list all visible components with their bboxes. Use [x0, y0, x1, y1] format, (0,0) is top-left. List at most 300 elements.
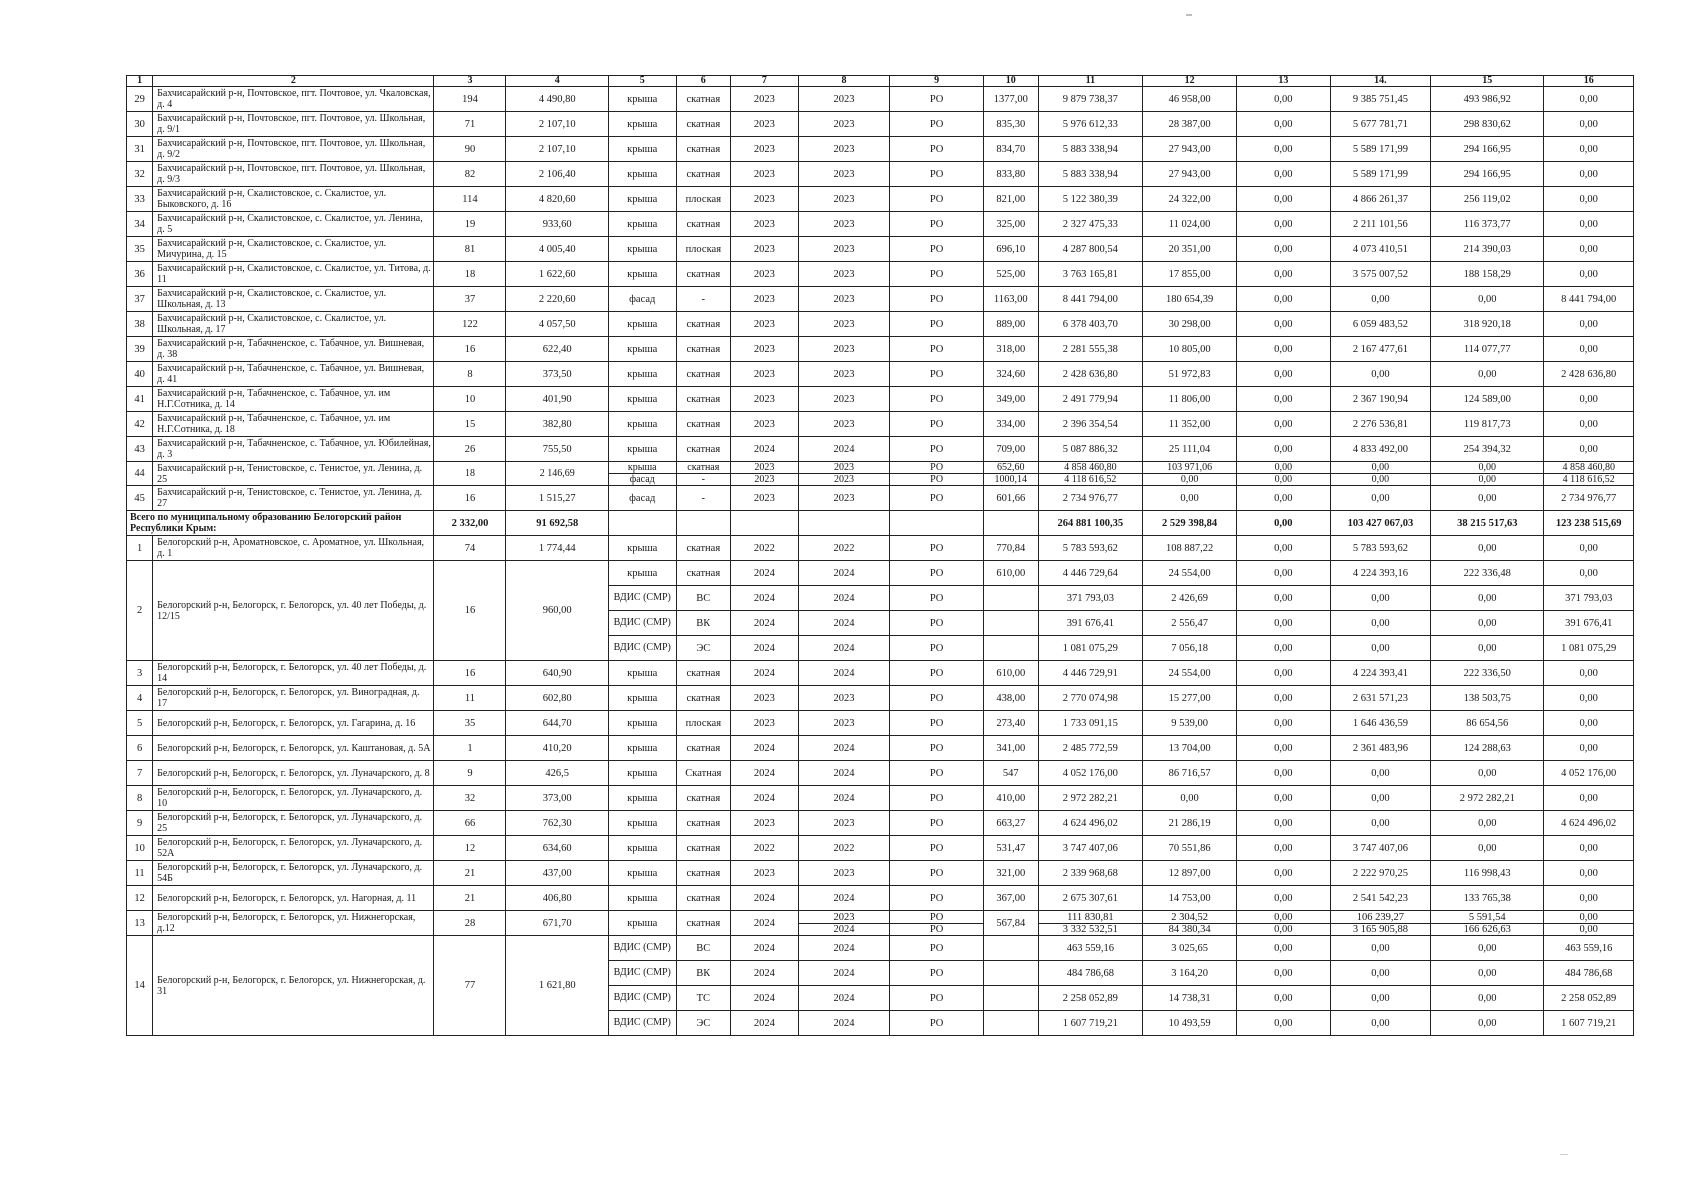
table-cell: 1 607 719,21: [1038, 1011, 1143, 1036]
table-row: [127, 886, 1634, 911]
table-cell: 325,00: [984, 212, 1039, 237]
table-cell: крыша: [608, 312, 676, 337]
table-cell: 634,60: [506, 836, 609, 861]
table-row: [127, 237, 1634, 262]
table-cell: 214 390,03: [1431, 237, 1544, 262]
table-cell: 2023: [798, 474, 890, 486]
table-cell: 933,60: [506, 212, 609, 237]
column-header: 14.: [1330, 76, 1430, 87]
table-cell: 2024: [798, 961, 890, 986]
cell-value: РО: [890, 923, 983, 935]
table-cell: 108 887,22: [1143, 536, 1237, 561]
table-cell: фасад: [608, 474, 676, 486]
table-cell: 835,30: [984, 112, 1039, 137]
table-cell: 426,5: [506, 761, 609, 786]
table-cell: 2 529 398,84: [1143, 511, 1237, 536]
table-cell: 1 646 436,59: [1330, 711, 1430, 736]
table-cell: 0,00: [1544, 162, 1634, 187]
table-cell: 1163,00: [984, 287, 1039, 312]
table-cell: 2023: [731, 474, 799, 486]
table-cell: 2023: [731, 387, 799, 412]
repair-program-table: [126, 75, 1634, 1036]
table-cell: РО: [890, 437, 984, 462]
table-cell: 15: [434, 412, 506, 437]
table-cell: РО: [890, 536, 984, 561]
table-cell: 2024: [798, 661, 890, 686]
table-row: [127, 262, 1634, 287]
table-cell: 82: [434, 162, 506, 187]
table-cell: [1330, 911, 1430, 936]
table-cell: 0,00: [1236, 661, 1330, 686]
row-number: 39: [127, 337, 153, 362]
table-cell: 16: [434, 561, 506, 661]
table-cell: 14 753,00: [1143, 886, 1237, 911]
address-cell: Бахчисарайский р-н, Скалистовское, с. Скалистое, ул. Быковского, д. 16: [153, 187, 434, 212]
table-cell: 122: [434, 312, 506, 337]
table-cell: крыша: [608, 536, 676, 561]
table-cell: 601,66: [984, 486, 1039, 511]
table-cell: РО: [890, 611, 984, 636]
cell-value: 166 626,63: [1431, 923, 1543, 935]
table-cell: 0,00: [1431, 636, 1544, 661]
cell-value: 0,00: [1237, 923, 1330, 935]
row-number: 30: [127, 112, 153, 137]
address-cell: Белогорский р-н, Белогорск, г. Белогорск, ул. Виноградная, д. 17: [153, 686, 434, 711]
cell-value: 3 332 532,51: [1039, 923, 1143, 935]
table-cell: 7 056,18: [1143, 636, 1237, 661]
table-cell: скатная: [676, 786, 731, 811]
table-cell: 2024: [731, 437, 799, 462]
table-row: [127, 786, 1634, 811]
table-cell: 2024: [798, 736, 890, 761]
table-cell: 2023: [731, 861, 799, 886]
table-cell: РО: [890, 87, 984, 112]
table-cell: 2023: [731, 237, 799, 262]
table-cell: 15 277,00: [1143, 686, 1237, 711]
document-sheet: [126, 75, 1634, 1036]
table-cell: 28 387,00: [1143, 112, 1237, 137]
table-cell: РО: [890, 262, 984, 287]
table-cell: 2023: [798, 811, 890, 836]
table-cell: 2 107,10: [506, 137, 609, 162]
table-row: [127, 112, 1634, 137]
table-cell: крыша: [608, 786, 676, 811]
table-cell: 51 972,83: [1143, 362, 1237, 387]
table-cell: 2023: [731, 87, 799, 112]
table-cell: 2022: [798, 836, 890, 861]
table-cell: 0,00: [1544, 536, 1634, 561]
table-cell: скатная: [676, 212, 731, 237]
table-cell: 5 783 593,62: [1038, 536, 1143, 561]
table-cell: скатная: [676, 437, 731, 462]
table-cell: крыша: [608, 561, 676, 586]
table-cell: 0,00: [1236, 486, 1330, 511]
table-row: [127, 212, 1634, 237]
table-cell: 116 998,43: [1431, 861, 1544, 886]
cell-value: 2 304,52: [1171, 911, 1208, 923]
table-cell: 2023: [731, 486, 799, 511]
table-cell: крыша: [608, 686, 676, 711]
table-cell: 640,90: [506, 661, 609, 686]
table-cell: 1 621,80: [506, 936, 609, 1036]
table-cell: 0,00: [1431, 362, 1544, 387]
table-cell: плоская: [676, 711, 731, 736]
column-header: 1: [127, 76, 153, 87]
table-cell: 0,00: [1431, 961, 1544, 986]
table-cell: крыша: [608, 711, 676, 736]
table-cell: 2 367 190,94: [1330, 387, 1430, 412]
table-cell: 2023: [798, 112, 890, 137]
table-cell: 0,00: [1236, 437, 1330, 462]
table-cell: РО: [890, 711, 984, 736]
table-cell: 663,27: [984, 811, 1039, 836]
table-cell: 2024: [798, 786, 890, 811]
table-cell: 367,00: [984, 886, 1039, 911]
table-cell: 821,00: [984, 187, 1039, 212]
table-cell: скатная: [676, 536, 731, 561]
table-cell: 0,00: [1330, 287, 1430, 312]
column-header: 9: [890, 76, 984, 87]
table-cell: РО: [890, 287, 984, 312]
table-cell: РО: [890, 187, 984, 212]
table-cell: РО: [890, 986, 984, 1011]
table-cell: 2 222 970,25: [1330, 861, 1430, 886]
table-cell: 2023: [798, 87, 890, 112]
table-cell: 2023: [798, 312, 890, 337]
table-cell: 12: [434, 836, 506, 861]
table-cell: 709,00: [984, 437, 1039, 462]
table-cell: 5 883 338,94: [1038, 162, 1143, 187]
column-header: 6: [676, 76, 731, 87]
table-cell: 2024: [731, 586, 799, 611]
table-cell: 0,00: [1431, 611, 1544, 636]
table-cell: 9 385 751,45: [1330, 87, 1430, 112]
table-cell: 4 052 176,00: [1544, 761, 1634, 786]
table-row: [127, 287, 1634, 312]
table-cell: 547: [984, 761, 1039, 786]
table-cell: РО: [890, 387, 984, 412]
table-row: [127, 736, 1634, 761]
table-cell: скатная: [676, 362, 731, 387]
table-cell: скатная: [676, 911, 731, 936]
table-cell: 8 441 794,00: [1544, 287, 1634, 312]
table-cell: 0,00: [1431, 486, 1544, 511]
column-header: 4: [506, 76, 609, 87]
table-cell: 2 106,40: [506, 162, 609, 187]
address-cell: Белогорский р-н, Белогорск, г. Белогорск, ул. Луначарского, д. 10: [153, 786, 434, 811]
cell-value: 3 165 905,88: [1331, 923, 1430, 935]
table-cell: 5 883 338,94: [1038, 137, 1143, 162]
column-header: 7: [731, 76, 799, 87]
table-cell: 19: [434, 212, 506, 237]
table-cell: ТС: [676, 986, 731, 1011]
table-cell: РО: [890, 112, 984, 137]
address-cell: Белогорский р-н, Белогорск, г. Белогорск, ул. Нижнегорская, д.12: [153, 911, 434, 936]
table-cell: 0,00: [1330, 586, 1430, 611]
table-cell: 0,00: [1330, 1011, 1430, 1036]
table-cell: 334,00: [984, 412, 1039, 437]
address-cell: Бахчисарайский р-н, Скалистовское, с. Скалистое, ул. Школьная, д. 13: [153, 287, 434, 312]
table-cell: 349,00: [984, 387, 1039, 412]
table-cell: 0,00: [1330, 362, 1430, 387]
table-cell: 0,00: [1330, 611, 1430, 636]
row-number: 35: [127, 237, 153, 262]
table-cell: 0,00: [1236, 711, 1330, 736]
scan-mark: [1560, 1154, 1568, 1155]
table-cell: 0,00: [1143, 786, 1237, 811]
table-cell: 0,00: [1236, 162, 1330, 187]
row-number: 42: [127, 412, 153, 437]
table-cell: 0,00: [1544, 312, 1634, 337]
table-cell: РО: [890, 412, 984, 437]
table-cell: 264 881 100,35: [1038, 511, 1143, 536]
table-cell: 26: [434, 437, 506, 462]
table-cell: РО: [890, 886, 984, 911]
address-cell: Бахчисарайский р-н, Почтовское, пгт. Почтовое, ул. Школьная, д. 9/1: [153, 112, 434, 137]
empty-cell: [731, 511, 799, 536]
table-row: [127, 661, 1634, 686]
table-cell: 2 631 571,23: [1330, 686, 1430, 711]
table-cell: 21 286,19: [1143, 811, 1237, 836]
table-cell: 2023: [731, 362, 799, 387]
table-cell: 2024: [731, 911, 799, 936]
empty-cell: [984, 511, 1039, 536]
table-cell: скатная: [676, 661, 731, 686]
table-cell: крыша: [608, 911, 676, 936]
table-cell: 9 539,00: [1143, 711, 1237, 736]
table-cell: 834,70: [984, 137, 1039, 162]
table-cell: 318 920,18: [1431, 312, 1544, 337]
cell-value: 2024: [799, 923, 890, 935]
table-cell: 1: [434, 736, 506, 761]
cell-value: 0,00: [1544, 923, 1633, 935]
table-cell: 11 024,00: [1143, 212, 1237, 237]
row-number: 38: [127, 312, 153, 337]
address-cell: Бахчисарайский р-н, Скалистовское, с. Скалистое, ул. Школьная, д. 17: [153, 312, 434, 337]
table-cell: 0,00: [1236, 686, 1330, 711]
table-cell: крыша: [608, 162, 676, 187]
table-cell: -: [676, 474, 731, 486]
table-cell: 371 793,03: [1038, 586, 1143, 611]
table-cell: 0,00: [1544, 786, 1634, 811]
table-cell: 373,50: [506, 362, 609, 387]
column-header: 5: [608, 76, 676, 87]
table-cell: 2023: [798, 287, 890, 312]
table-cell: 10 493,59: [1143, 1011, 1237, 1036]
table-row: [127, 387, 1634, 412]
table-cell: 28: [434, 911, 506, 936]
table-cell: 70 551,86: [1143, 836, 1237, 861]
row-number: 32: [127, 162, 153, 187]
cell-value: РО: [929, 911, 944, 923]
table-cell: крыша: [608, 262, 676, 287]
table-cell: крыша: [608, 187, 676, 212]
table-cell: ВДИС (СМР): [608, 636, 676, 661]
table-row: [127, 811, 1634, 836]
table-cell: ВК: [676, 611, 731, 636]
row-number: 36: [127, 262, 153, 287]
table-cell: 103 971,06: [1143, 462, 1237, 474]
row-number: 31: [127, 137, 153, 162]
table-cell: 0,00: [1330, 636, 1430, 661]
scan-mark: [1186, 14, 1192, 16]
table-cell: 114: [434, 187, 506, 212]
table-cell: РО: [890, 786, 984, 811]
table-cell: РО: [890, 337, 984, 362]
table-cell: 2 211 101,56: [1330, 212, 1430, 237]
table-cell: скатная: [676, 462, 731, 474]
column-header: 11: [1038, 76, 1143, 87]
table-cell: 0,00: [1236, 187, 1330, 212]
address-cell: Белогорский р-н, Белогорск, г. Белогорск, ул. Каштановая, д. 5А: [153, 736, 434, 761]
table-row: [127, 711, 1634, 736]
table-cell: 0,00: [1236, 337, 1330, 362]
table-cell: скатная: [676, 112, 731, 137]
table-cell: 17 855,00: [1143, 262, 1237, 287]
table-cell: 493 986,92: [1431, 87, 1544, 112]
table-cell: 762,30: [506, 811, 609, 836]
column-header: 8: [798, 76, 890, 87]
table-cell: 66: [434, 811, 506, 836]
table-cell: 9 879 738,37: [1038, 87, 1143, 112]
table-cell: 294 166,95: [1431, 162, 1544, 187]
table-cell: ВДИС (СМР): [608, 1011, 676, 1036]
table-cell: 0,00: [1544, 337, 1634, 362]
table-cell: 2023: [731, 187, 799, 212]
table-cell: 256 119,02: [1431, 187, 1544, 212]
table-cell: 2022: [731, 536, 799, 561]
column-header: 3: [434, 76, 506, 87]
table-cell: 4 820,60: [506, 187, 609, 212]
table-cell: 298 830,62: [1431, 112, 1544, 137]
table-cell: 2024: [798, 886, 890, 911]
row-number: 41: [127, 387, 153, 412]
table-cell: 1 515,27: [506, 486, 609, 511]
table-cell: 2 396 354,54: [1038, 412, 1143, 437]
table-cell: РО: [890, 686, 984, 711]
table-cell: фасад: [608, 486, 676, 511]
table-cell: 341,00: [984, 736, 1039, 761]
table-cell: РО: [890, 836, 984, 861]
table-cell: скатная: [676, 337, 731, 362]
row-number: 11: [127, 861, 153, 886]
table-cell: 5 976 612,33: [1038, 112, 1143, 137]
table-cell: 8 441 794,00: [1038, 287, 1143, 312]
table-cell: 0,00: [1431, 287, 1544, 312]
table-cell: 2023: [798, 337, 890, 362]
table-cell: 0,00: [1431, 836, 1544, 861]
address-cell: Бахчисарайский р-н, Табачненское, с. Табачное, ул. им Н.Г.Сотника, д. 14: [153, 387, 434, 412]
table-cell: 10 805,00: [1143, 337, 1237, 362]
row-number: 4: [127, 686, 153, 711]
table-cell: 16: [434, 661, 506, 686]
table-cell: плоская: [676, 237, 731, 262]
total-label: Всего по муниципальному образованию Белогорский район Республики Крым:: [127, 511, 434, 536]
table-row: [127, 561, 1634, 586]
table-cell: 0,00: [1236, 262, 1330, 287]
table-cell: 960,00: [506, 561, 609, 661]
table-cell: 180 654,39: [1143, 287, 1237, 312]
table-cell: 2022: [731, 836, 799, 861]
address-cell: Бахчисарайский р-н, Почтовское, пгт. Почтовое, ул. Школьная, д. 9/2: [153, 137, 434, 162]
table-cell: 3 164,20: [1143, 961, 1237, 986]
table-cell: 0,00: [1431, 1011, 1544, 1036]
table-cell: 567,84: [984, 911, 1039, 936]
table-cell: 2023: [798, 711, 890, 736]
table-cell: 37: [434, 287, 506, 312]
table-cell: 2024: [731, 886, 799, 911]
table-cell: 406,80: [506, 886, 609, 911]
table-cell: РО: [890, 561, 984, 586]
table-row: [127, 137, 1634, 162]
table-cell: 321,00: [984, 861, 1039, 886]
row-number: 3: [127, 661, 153, 686]
table-cell: 86 716,57: [1143, 761, 1237, 786]
address-cell: Белогорский р-н, Белогорск, г. Белогорск, ул. Нагорная, д. 11: [153, 886, 434, 911]
table-cell: 21: [434, 861, 506, 886]
table-cell: ЭС: [676, 1011, 731, 1036]
table-cell: 2023: [731, 811, 799, 836]
table-cell: 11 806,00: [1143, 387, 1237, 412]
table-cell: 2024: [731, 786, 799, 811]
address-cell: Бахчисарайский р-н, Табачненское, с. Табачное, ул. Вишневая, д. 38: [153, 337, 434, 362]
table-cell: 2023: [798, 262, 890, 287]
address-cell: Бахчисарайский р-н, Почтовское, пгт. Почтовое, ул. Чкаловская, д. 4: [153, 87, 434, 112]
table-cell: 0,00: [1544, 412, 1634, 437]
table-cell: 2024: [731, 736, 799, 761]
row-number: 43: [127, 437, 153, 462]
table-cell: 2 339 968,68: [1038, 861, 1143, 886]
empty-cell: [890, 511, 984, 536]
table-cell: 2 426,69: [1143, 586, 1237, 611]
table-cell: 1000,14: [984, 474, 1039, 486]
table-cell: 382,80: [506, 412, 609, 437]
table-cell: 1 607 719,21: [1544, 1011, 1634, 1036]
cell-value: 2023: [833, 911, 855, 923]
table-cell: 20 351,00: [1143, 237, 1237, 262]
table-cell: 4 057,50: [506, 312, 609, 337]
table-cell: 71: [434, 112, 506, 137]
table-cell: 2023: [731, 137, 799, 162]
table-cell: 2024: [731, 561, 799, 586]
table-cell: 4 446 729,64: [1038, 561, 1143, 586]
table-cell: 2 556,47: [1143, 611, 1237, 636]
table-cell: 5 677 781,71: [1330, 112, 1430, 137]
cell-value: 0,00: [1274, 911, 1293, 923]
table-cell: крыша: [608, 836, 676, 861]
table-cell: 0,00: [1544, 661, 1634, 686]
table-cell: 0,00: [1330, 811, 1430, 836]
table-cell: 18: [434, 462, 506, 486]
table-cell: скатная: [676, 561, 731, 586]
table-cell: 1 081 075,29: [1544, 636, 1634, 661]
table-cell: 0,00: [1544, 387, 1634, 412]
table-cell: 0,00: [1330, 986, 1430, 1011]
table-cell: -: [676, 486, 731, 511]
table-cell: 188 158,29: [1431, 262, 1544, 287]
table-cell: 2 734 976,77: [1038, 486, 1143, 511]
table-cell: 2023: [798, 462, 890, 474]
table-cell: 833,80: [984, 162, 1039, 187]
address-cell: Белогорский р-н, Белогорск, г. Белогорск, ул. Луначарского, д. 52А: [153, 836, 434, 861]
table-cell: [984, 611, 1039, 636]
table-cell: 3 747 407,06: [1038, 836, 1143, 861]
table-cell: 30 298,00: [1143, 312, 1237, 337]
table-cell: скатная: [676, 811, 731, 836]
column-header: 16: [1544, 76, 1634, 87]
table-cell: 27 943,00: [1143, 162, 1237, 187]
table-cell: скатная: [676, 412, 731, 437]
